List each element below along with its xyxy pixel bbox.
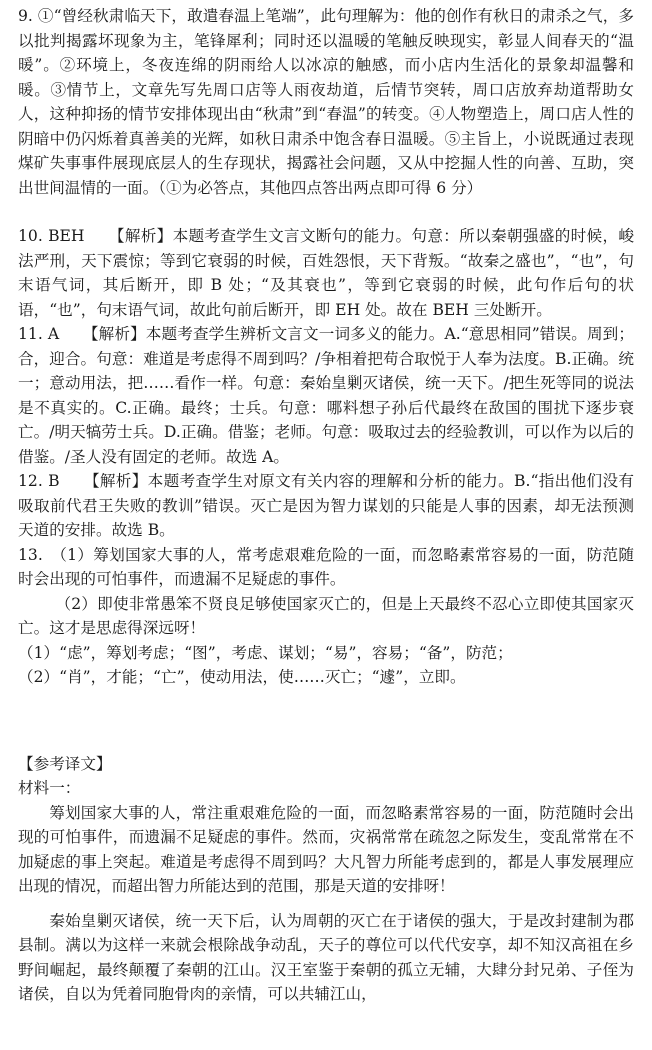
translation-paragraph-2: 秦始皇剿灭诸侯，统一天下后，认为周朝的灭亡在于诸侯的强大，于是改封建制为郡县制。满以为这样一来就会根除战争动乱，天子的尊位可以代代安享，却不知汉高祖在乡野间崛起，最终颠覆了秦朝的江山。汉王室鉴于秦朝的孤立无辅，大肆分封兄弟、子侄为诸侯，自以为凭着同胞骨肉的亲情，可以共辅江山， <box>18 911 634 1003</box>
answer-q13-translation-2: （2）即使非常愚笨不贤良足够使国家灭亡的，但是上天最终不忍心立即使其国家灭亡。这才是思虑得深远呀！ <box>18 594 634 637</box>
answer-q13-line1 <box>18 543 634 592</box>
answer-q12: 12. B 【解析】本题考查学生对原文有关内容的理解和分析的能力。B.“指出他们没有吸取前代君王失败的教训”错误。灭亡是因为智力谋划的只能是人事的因素，却无法预测天道的安排。故选 B。 <box>18 472 634 539</box>
answer-q9: 9. ①“曾经秋肃临天下，敢遣春温上笔端”，此句理解为：他的创作有秋日的肃杀之气，多以批判揭露坏现象为主，笔锋犀利；同时还以温暖的笔触反映现实，彰显人间春天的“温暖”。②环境上，冬夜连绵的阴雨给人以冰凉的触感，而小店内生活化的景象却温馨和暖。③情节上，文章先写先周口店等人雨夜劫道，后情节突转，周口店放弃劫道帮助女人，这种抑扬的情节安排体现出由“秋肃”到“春温”的转变。④人物塑造上，周口店人性的阴暗中仍闪烁着真善美的光辉，如秋日肃杀中饱含春日温暖。⑤主旨上，小说既通过表现煤矿失事事件展现底层人的生存现状，揭露社会问题，又从中挖掘人性的向善、互助，突出世间温情的一面。（①为必答点，其他四点答出两点即可得 6 分） <box>18 7 634 197</box>
answer-q13-translation-1: 13. （1）筹划国家大事的人，常考虑艰难危险的一面，而忽略素常容易的一面，防范随时会出现的可怕事件，而遗漏不足疑虑的事件。 <box>18 545 634 588</box>
answer-q11: 11. A 【解析】本题考查学生辨析文言文一词多义的能力。A.“意思相同”错误。周到；合，迎合。句意：难道是考虑得不周到吗？/争相着把苟合取悦于人奉为法度。B.正确。统一；意动用法，把……看作一样。句意：秦始皇剿灭诸侯，统一天下。/把生死等同的说法是不真实的。C.正确。最终；士兵。句意：哪料想子孙后代最终在敌国的围扰下逐步衰亡。/明天犒劳士兵。D.正确。借鉴；老师。句意：吸取过去的经验教训，可以作为以后的借鉴。/圣人没有固定的老师。故选 A。 <box>18 325 634 466</box>
answer-q13-note1: （1）“虑”，筹划考虑；“图”，考虑、谋划；“易”，容易；“备”，防范； <box>18 643 513 662</box>
answer-q10: 10. BEH 【解析】本题考查学生文言文断句的能力。句意：所以秦朝强盛的时候，峻法严刑，天下震惊；等到它衰弱的时候，百姓怨恨，天下背叛。“故秦之盛也”，“也”，句末语气词，其后断开，即 B 处；“及其衰也”，等到它衰弱的时候，此句作后句的状语，“也”，句末语气词，故此句前后断开，即 EH 处。故在 BEH 三处断开。 <box>18 227 634 319</box>
translation-paragraph-1: 筹划国家大事的人，常注重艰难危险的一面，而忽略素常容易的一面，防范随时会出现的可怕事件，而遗漏不足疑虑的事件。然而，灾祸常常在疏忽之际发生，变乱常常在不加疑虑的事上突起。难道是考虑得不周到吗？大凡智力所能考虑到的，都是人事发展理应出现的情况，而超出智力所能达到的范围，那是天道的安排呀！ <box>18 803 634 895</box>
translation-material-label: 材料一： <box>18 779 81 797</box>
answer-q13-note2: （2）“肖”，才能；“亡”，使动用法，使……灭亡；“遽”，立即。 <box>18 668 466 686</box>
translation-heading: 【参考译文】 <box>18 754 112 773</box>
answer-q13-line2 <box>18 592 634 641</box>
